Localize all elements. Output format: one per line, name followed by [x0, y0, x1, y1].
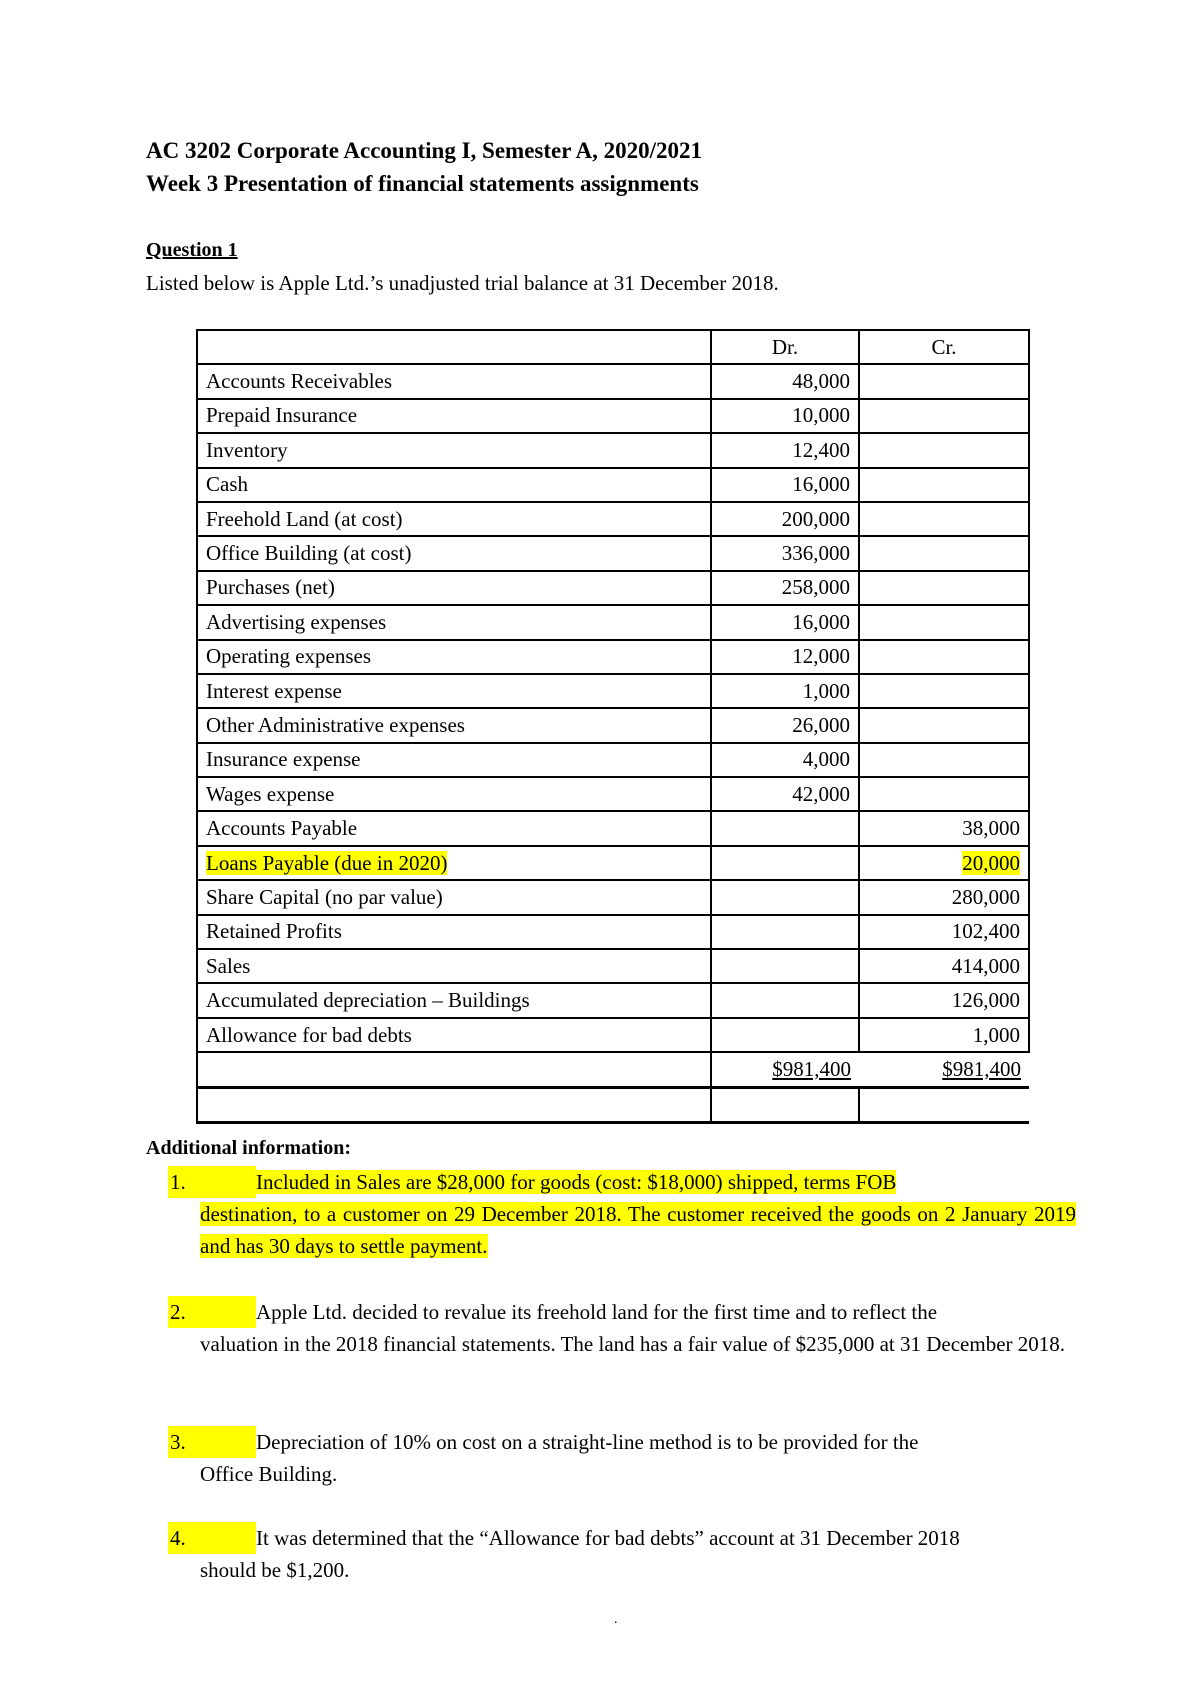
item-text-cont: valuation in the 2018 financial statements. The land has a fair value of $235,000 at 31 December 2018.: [200, 1332, 1066, 1356]
credit-header: Cr.: [859, 330, 1029, 364]
table-row: [197, 468, 1029, 502]
additional-item-3: [168, 1426, 1076, 1490]
item-text: Apple Ltd. decided to revalue its freehold land for the first time and to reflect the: [256, 1300, 938, 1324]
debit-amount: 10,000: [711, 399, 859, 433]
account-name: Loans Payable (due in 2020): [197, 846, 711, 880]
document-title: AC 3202 Corporate Accounting I, Semester A, 2020/2021: [146, 138, 702, 163]
credit-amount: [859, 399, 1029, 433]
credit-amount: [859, 777, 1029, 811]
credit-amount: [859, 502, 1029, 536]
debit-amount: [711, 880, 859, 914]
account-name: Insurance expense: [197, 743, 711, 777]
table-row: [197, 502, 1029, 536]
credit-amount: [859, 640, 1029, 674]
debit-amount: 48,000: [711, 364, 859, 398]
credit-amount: [859, 674, 1029, 708]
account-name: Office Building (at cost): [197, 536, 711, 570]
account-name: Freehold Land (at cost): [197, 502, 711, 536]
table-row: [197, 743, 1029, 777]
trial-balance-table: [196, 329, 1030, 1124]
credit-amount: [859, 743, 1029, 777]
table-row: [197, 433, 1029, 467]
credit-amount: 1,000: [859, 1018, 1029, 1052]
account-name: Retained Profits: [197, 915, 711, 949]
credit-amount: 280,000: [859, 880, 1029, 914]
item-text-cont: should be $1,200.: [200, 1558, 350, 1582]
table-row: [197, 811, 1029, 845]
debit-amount: 4,000: [711, 743, 859, 777]
credit-amount: 20,000: [859, 846, 1029, 880]
item-text: Depreciation of 10% on cost on a straight-line method is to be provided for the: [256, 1430, 919, 1454]
page-marker: .: [614, 1612, 618, 1627]
credit-amount: 414,000: [859, 949, 1029, 983]
credit-amount: [859, 468, 1029, 502]
table-row: [197, 674, 1029, 708]
item-text-cont: Office Building.: [200, 1462, 338, 1486]
item-number: 1.: [168, 1166, 256, 1198]
blank-row: [197, 1087, 1029, 1122]
table-row: [197, 915, 1029, 949]
additional-info-heading: Additional information:: [146, 1137, 352, 1159]
credit-amount: [859, 364, 1029, 398]
account-name: Accumulated depreciation – Buildings: [197, 983, 711, 1017]
credit-amount: [859, 433, 1029, 467]
account-name: Purchases (net): [197, 571, 711, 605]
item-text: Included in Sales are $28,000 for goods (cost: $18,000) shipped, terms FOB: [256, 1170, 897, 1194]
credit-amount: 38,000: [859, 811, 1029, 845]
credit-amount: [859, 536, 1029, 570]
question-intro: Listed below is Apple Ltd.’s unadjusted trial balance at 31 December 2018.: [146, 271, 779, 295]
debit-amount: [711, 915, 859, 949]
total-credit: $981,400: [859, 1052, 1029, 1087]
item-number: 2.: [168, 1296, 256, 1328]
total-label: [197, 1052, 711, 1087]
table-row: [197, 880, 1029, 914]
credit-amount: 126,000: [859, 983, 1029, 1017]
account-name: Wages expense: [197, 777, 711, 811]
debit-amount: 12,400: [711, 433, 859, 467]
debit-amount: [711, 949, 859, 983]
credit-amount: [859, 605, 1029, 639]
question-heading: Question 1: [146, 239, 238, 261]
table-row: [197, 640, 1029, 674]
account-name: Advertising expenses: [197, 605, 711, 639]
table-row: [197, 949, 1029, 983]
additional-item-1: [168, 1166, 1076, 1262]
item-number: 3.: [168, 1426, 256, 1458]
table-row: [197, 571, 1029, 605]
debit-amount: 26,000: [711, 708, 859, 742]
account-name: Allowance for bad debts: [197, 1018, 711, 1052]
debit-amount: 16,000: [711, 468, 859, 502]
debit-amount: 12,000: [711, 640, 859, 674]
account-name: Other Administrative expenses: [197, 708, 711, 742]
additional-item-4: [168, 1522, 1076, 1586]
total-debit: $981,400: [711, 1052, 859, 1087]
table-row: [197, 777, 1029, 811]
credit-amount: 102,400: [859, 915, 1029, 949]
debit-amount: 16,000: [711, 605, 859, 639]
document-subtitle: Week 3 Presentation of financial statements assignments: [146, 171, 699, 196]
table-row: [197, 605, 1029, 639]
table-row: [197, 364, 1029, 398]
debit-amount: 200,000: [711, 502, 859, 536]
account-name: Share Capital (no par value): [197, 880, 711, 914]
debit-amount: [711, 983, 859, 1017]
debit-amount: 42,000: [711, 777, 859, 811]
additional-item-2: [168, 1296, 1076, 1360]
debit-amount: 258,000: [711, 571, 859, 605]
credit-amount: [859, 708, 1029, 742]
item-text: It was determined that the “Allowance for bad debts” account at 31 December 2018: [256, 1526, 960, 1550]
table-row: [197, 536, 1029, 570]
item-number: 4.: [168, 1522, 256, 1554]
table-row: [197, 1018, 1029, 1052]
debit-amount: [711, 846, 859, 880]
account-name: Inventory: [197, 433, 711, 467]
table-row: [197, 846, 1029, 880]
debit-amount: [711, 1018, 859, 1052]
account-name: Accounts Payable: [197, 811, 711, 845]
debit-amount: 1,000: [711, 674, 859, 708]
account-name: Operating expenses: [197, 640, 711, 674]
total-row: [197, 1052, 1029, 1087]
account-name: Cash: [197, 468, 711, 502]
debit-amount: 336,000: [711, 536, 859, 570]
debit-amount: [711, 811, 859, 845]
table-row: [197, 983, 1029, 1017]
debit-header: Dr.: [711, 330, 859, 364]
table-row: [197, 399, 1029, 433]
account-name: Sales: [197, 949, 711, 983]
account-name: Accounts Receivables: [197, 364, 711, 398]
account-header: [197, 330, 711, 364]
table-header-row: [197, 330, 1029, 364]
credit-amount: [859, 571, 1029, 605]
account-name: Interest expense: [197, 674, 711, 708]
account-name: Prepaid Insurance: [197, 399, 711, 433]
table-row: [197, 708, 1029, 742]
item-text-cont: destination, to a customer on 29 December 2018. The customer received the goods on 2 January 2019 and has 30 days to settle payment.: [200, 1202, 1076, 1258]
